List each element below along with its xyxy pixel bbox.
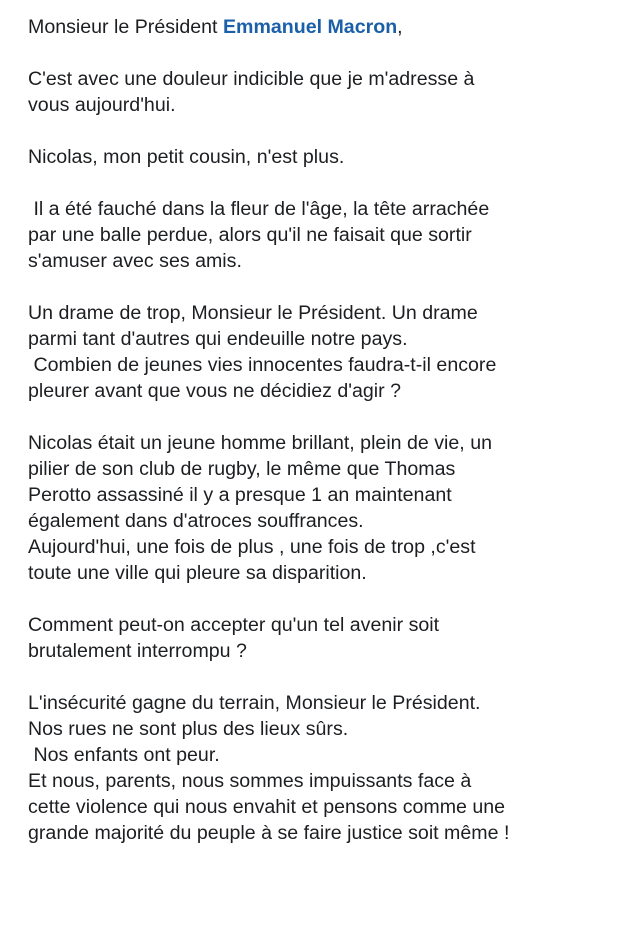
letter-paragraph: [28, 300, 623, 404]
paragraph-line: pilier de son club de rugby, le même que Thomas: [28, 458, 456, 480]
paragraph-line: Aujourd'hui, une fois de plus , une fois de trop ,c'est: [28, 536, 476, 558]
paragraph-line: brutalement interrompu ?: [28, 640, 247, 662]
paragraph-line: parmi tant d'autres qui endeuille notre pays.: [28, 328, 408, 350]
paragraph-line: vous aujourd'hui.: [28, 94, 176, 116]
paragraph-line: Perotto assassiné il y a presque 1 an maintenant: [28, 484, 452, 506]
paragraph-line: grande majorité du peuple à se faire justice soit même !: [28, 822, 510, 844]
salutation: [28, 14, 623, 40]
paragraph-line: L'insécurité gagne du terrain, Monsieur le Président.: [28, 692, 481, 714]
paragraph-line: C'est avec une douleur indicible que je m'adresse à: [28, 68, 475, 90]
paragraph-line: Nicolas était un jeune homme brillant, plein de vie, un: [28, 432, 492, 454]
letter-paragraph: [28, 196, 623, 274]
salutation-prefix: Monsieur le Président: [28, 16, 223, 38]
paragraph-line: s'amuser avec ses amis.: [28, 250, 242, 272]
paragraph-line: Un drame de trop, Monsieur le Président. Un drame: [28, 302, 478, 324]
letter-paragraph: [28, 66, 623, 118]
letter-paragraph: [28, 690, 623, 846]
paragraph-line: Nos enfants ont peur.: [28, 744, 220, 766]
letter-paragraph: [28, 430, 623, 586]
paragraph-line: cette violence qui nous envahit et pensons comme une: [28, 796, 506, 818]
salutation-suffix: ,: [397, 16, 403, 38]
post-body: [28, 14, 623, 872]
letter-paragraphs: [28, 66, 623, 846]
paragraph-line: Il a été fauché dans la fleur de l'âge, la tête arrachée: [28, 198, 490, 220]
paragraph-line: également dans d'atroces souffrances.: [28, 510, 364, 532]
paragraph-line: Nicolas, mon petit cousin, n'est plus.: [28, 146, 345, 168]
letter-paragraph: [28, 144, 623, 170]
paragraph-line: Comment peut-on accepter qu'un tel avenir soit: [28, 614, 440, 636]
paragraph-line: Et nous, parents, nous sommes impuissants face à: [28, 770, 472, 792]
mention-link-emmanuel-macron[interactable]: Emmanuel Macron: [222, 16, 398, 38]
paragraph-line: Nos rues ne sont plus des lieux sûrs.: [28, 718, 349, 740]
paragraph-line: par une balle perdue, alors qu'il ne faisait que sortir: [28, 224, 472, 246]
letter-paragraph: [28, 612, 623, 664]
paragraph-line: Combien de jeunes vies innocentes faudra-t-il encore: [28, 354, 497, 376]
paragraph-line: toute une ville qui pleure sa disparition.: [28, 562, 367, 584]
paragraph-line: pleurer avant que vous ne décidiez d'agir ?: [28, 380, 401, 402]
